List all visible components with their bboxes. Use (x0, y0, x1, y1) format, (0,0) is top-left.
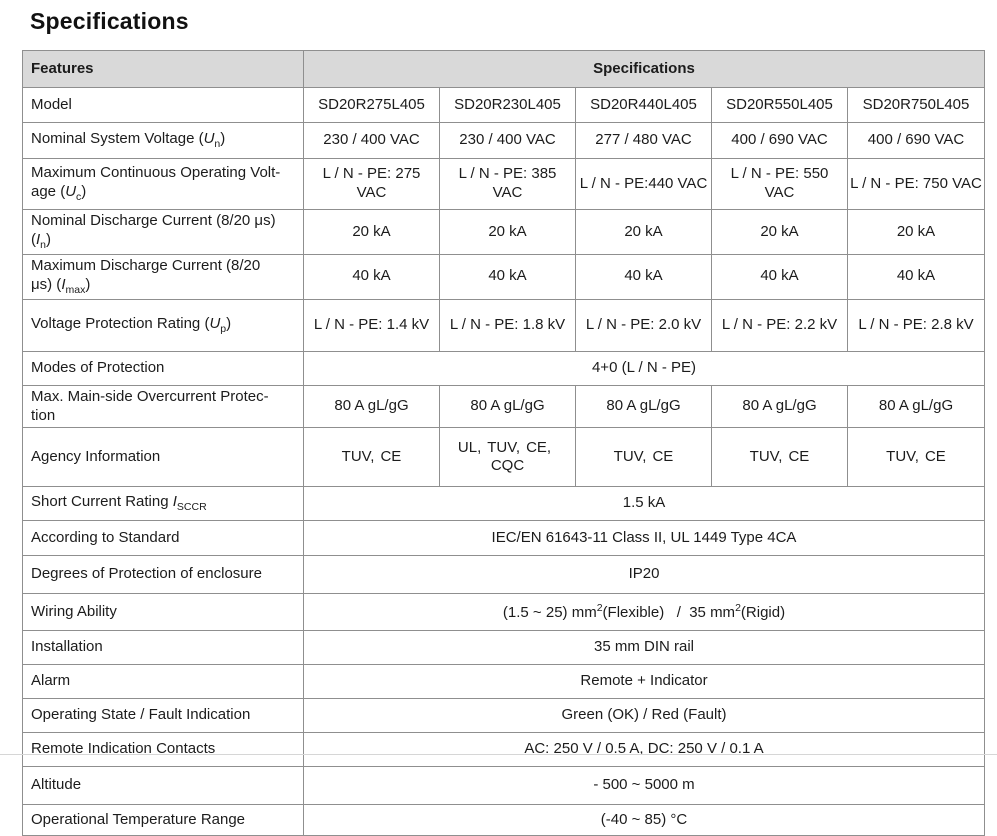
ideographic-comma: , (914, 447, 919, 465)
text-segment: Max. Main-side Overcurrent Protec- (31, 387, 269, 405)
text-segment: Operational Temperature Range (31, 810, 246, 828)
ideographic-comma: , (778, 447, 783, 465)
table-row (23, 351, 985, 385)
feature-cell (23, 521, 304, 556)
value-cell: 20 kA (848, 210, 985, 255)
feature-cell (23, 699, 304, 733)
table-row (23, 299, 985, 351)
text-segment: Altitude (31, 776, 82, 794)
value-cell: 40 kA (712, 254, 848, 299)
table-row (23, 805, 985, 836)
span-value-cell: Remote + Indicator (304, 665, 985, 699)
value-cell: 230 / 400 VAC (304, 123, 440, 159)
feature-cell (23, 631, 304, 665)
value-cell: 40 kA (576, 254, 712, 299)
table-row (23, 767, 985, 805)
value-cell: L / N - PE: 2.0 kV (576, 299, 712, 351)
feature-cell (23, 487, 304, 521)
value-cell: TUV, CE (304, 428, 440, 487)
text-segment: μs) ( (31, 275, 62, 293)
value-cell: 20 kA (440, 210, 576, 255)
table-row (23, 556, 985, 594)
superscript: 2 (735, 601, 741, 614)
table-row (23, 210, 985, 255)
table-row (23, 385, 985, 428)
text-segment: Nominal System Voltage ( (31, 129, 204, 147)
value-cell: SD20R230L405 (440, 88, 576, 123)
value-cell: L / N - PE: 2.8 kV (848, 299, 985, 351)
value-cell: 80 A gL/gG (576, 385, 712, 428)
feature-cell (23, 733, 304, 767)
text-segment: (1.5 ~ 25) mm (502, 603, 597, 621)
text-segment: Modes of Protection (31, 358, 165, 376)
text-segment: Operating State / Fault Indication (31, 706, 251, 724)
value-cell: L / N - PE: 750 VAC (848, 159, 985, 210)
value-cell: 277 / 480 VAC (576, 123, 712, 159)
span-value-cell: IP20 (304, 556, 985, 594)
text-segment: Model (31, 95, 72, 113)
value-cell: SD20R550L405 (712, 88, 848, 123)
value-cell: 40 kA (848, 254, 985, 299)
table-row (23, 428, 985, 487)
feature-cell (23, 351, 304, 385)
feature-cell (23, 767, 304, 805)
header-specifications-cell: Specifications (304, 51, 985, 88)
text-segment: ) (81, 182, 87, 200)
table-row (23, 665, 985, 699)
table-row (23, 88, 985, 123)
feature-cell (23, 299, 304, 351)
text-segment: Maximum Discharge Current (8/20 (31, 256, 261, 274)
text-segment: Degrees of Protection of enclosure (31, 565, 262, 583)
value-cell: SD20R440L405 (576, 88, 712, 123)
text-segment: I (172, 493, 177, 511)
text-segment: Remote Indication Contacts (31, 740, 216, 758)
value-cell: 400 / 690 VAC (848, 123, 985, 159)
page-edge-divider (0, 754, 997, 755)
text-segment: U (209, 314, 221, 332)
text-segment: Short Current Rating (31, 493, 173, 511)
table-row (23, 159, 985, 210)
value-cell: 80 A gL/gG (712, 385, 848, 428)
table-row (23, 254, 985, 299)
value-cell: L / N - PE:440 VAC (576, 159, 712, 210)
text-segment: I (36, 230, 41, 248)
ideographic-comma: , (546, 438, 552, 456)
text-segment: ) (46, 230, 52, 248)
text-segment: U (65, 182, 77, 200)
ideographic-comma: , (477, 438, 482, 456)
feature-cell (23, 428, 304, 487)
text-segment: Voltage Protection Rating ( (31, 314, 210, 332)
span-value-cell: IEC/EN 61643-11 Class II, UL 1449 Type 4CA (304, 521, 985, 556)
page-title: Specifications (30, 8, 189, 34)
span-value-cell: 4+0 (L / N - PE) (304, 351, 985, 385)
superscript: 2 (596, 601, 603, 614)
value-cell: L / N - PE: 385 VAC (440, 159, 576, 210)
value-cell: 20 kA (304, 210, 440, 255)
subscript: SCCR (176, 501, 207, 514)
text-segment: ) (226, 314, 232, 332)
text-segment: Agency Information (31, 447, 161, 465)
subscript: n (214, 137, 221, 150)
subscript: n (40, 238, 47, 251)
ideographic-comma: , (515, 438, 521, 456)
value-cell: 40 kA (440, 254, 576, 299)
value-cell: TUV, CE (848, 428, 985, 487)
text-segment: tion (31, 406, 56, 424)
value-cell: 40 kA (304, 254, 440, 299)
specifications-table (22, 50, 985, 836)
text-segment: ) (85, 275, 91, 293)
feature-cell (23, 123, 304, 159)
feature-cell (23, 556, 304, 594)
text-segment: Alarm (31, 672, 71, 690)
value-cell: L / N - PE: 1.4 kV (304, 299, 440, 351)
text-segment: ) (220, 129, 226, 147)
feature-cell (23, 159, 304, 210)
text-segment: Nominal Discharge Current (8/20 μs) (31, 212, 276, 229)
span-value-cell: 1.5 kA (304, 487, 985, 521)
subscript: max (65, 283, 86, 296)
span-value-cell: Green (OK) / Red (Fault) (304, 699, 985, 733)
text-segment: (Flexible) / 35 mm (602, 603, 736, 621)
value-cell: SD20R275L405 (304, 88, 440, 123)
value-cell: TUV, CE (576, 428, 712, 487)
value-cell: 400 / 690 VAC (712, 123, 848, 159)
feature-cell (23, 210, 304, 255)
table-header-row (23, 51, 985, 88)
text-segment: Maximum Continuous Operating Volt- (31, 164, 281, 182)
feature-cell (23, 385, 304, 428)
value-cell: L / N - PE: 550 VAC (712, 159, 848, 210)
text-segment: Wiring Ability (31, 602, 117, 620)
value-cell: L / N - PE: 2.2 kV (712, 299, 848, 351)
subscript: c (76, 190, 82, 203)
table-row (23, 594, 985, 631)
value-cell: L / N - PE: 275 VAC (304, 159, 440, 210)
value-cell: SD20R750L405 (848, 88, 985, 123)
value-cell: TUV, CE (712, 428, 848, 487)
text-segment: I (61, 275, 66, 293)
feature-cell (23, 88, 304, 123)
subscript: p (220, 322, 227, 335)
value-cell: 230 / 400 VAC (440, 123, 576, 159)
span-value-cell: (-40 ~ 85) °C (304, 805, 985, 836)
ideographic-comma: , (642, 447, 647, 465)
span-value-cell: - 500 ~ 5000 m (304, 767, 985, 805)
table-row (23, 631, 985, 665)
value-cell: 80 A gL/gG (440, 385, 576, 428)
feature-cell (23, 254, 304, 299)
value-cell: 20 kA (712, 210, 848, 255)
table-row (23, 521, 985, 556)
ideographic-comma: , (370, 447, 375, 465)
value-cell: 80 A gL/gG (304, 385, 440, 428)
text-segment: According to Standard (31, 528, 180, 546)
value-cell: 20 kA (576, 210, 712, 255)
span-value-cell: 35 mm DIN rail (304, 631, 985, 665)
value-cell: 80 A gL/gG (848, 385, 985, 428)
text-segment: U (203, 129, 215, 147)
feature-cell (23, 805, 304, 836)
span-value-cell (304, 594, 985, 631)
header-features-cell: Features (23, 51, 304, 88)
text-segment: age ( (31, 182, 66, 200)
feature-cell (23, 594, 304, 631)
value-cell: L / N - PE: 1.8 kV (440, 299, 576, 351)
table-row (23, 733, 985, 767)
span-value-cell: AC: 250 V / 0.5 A, DC: 250 V / 0.1 A (304, 733, 985, 767)
table-row (23, 699, 985, 733)
text-segment: ( (31, 230, 36, 248)
table-row (23, 123, 985, 159)
text-segment: Installation (31, 638, 103, 656)
value-cell: UL, TUV, CE, CQC (440, 428, 576, 487)
table-row (23, 487, 985, 521)
feature-cell (23, 665, 304, 699)
text-segment: (Rigid) (740, 603, 786, 621)
